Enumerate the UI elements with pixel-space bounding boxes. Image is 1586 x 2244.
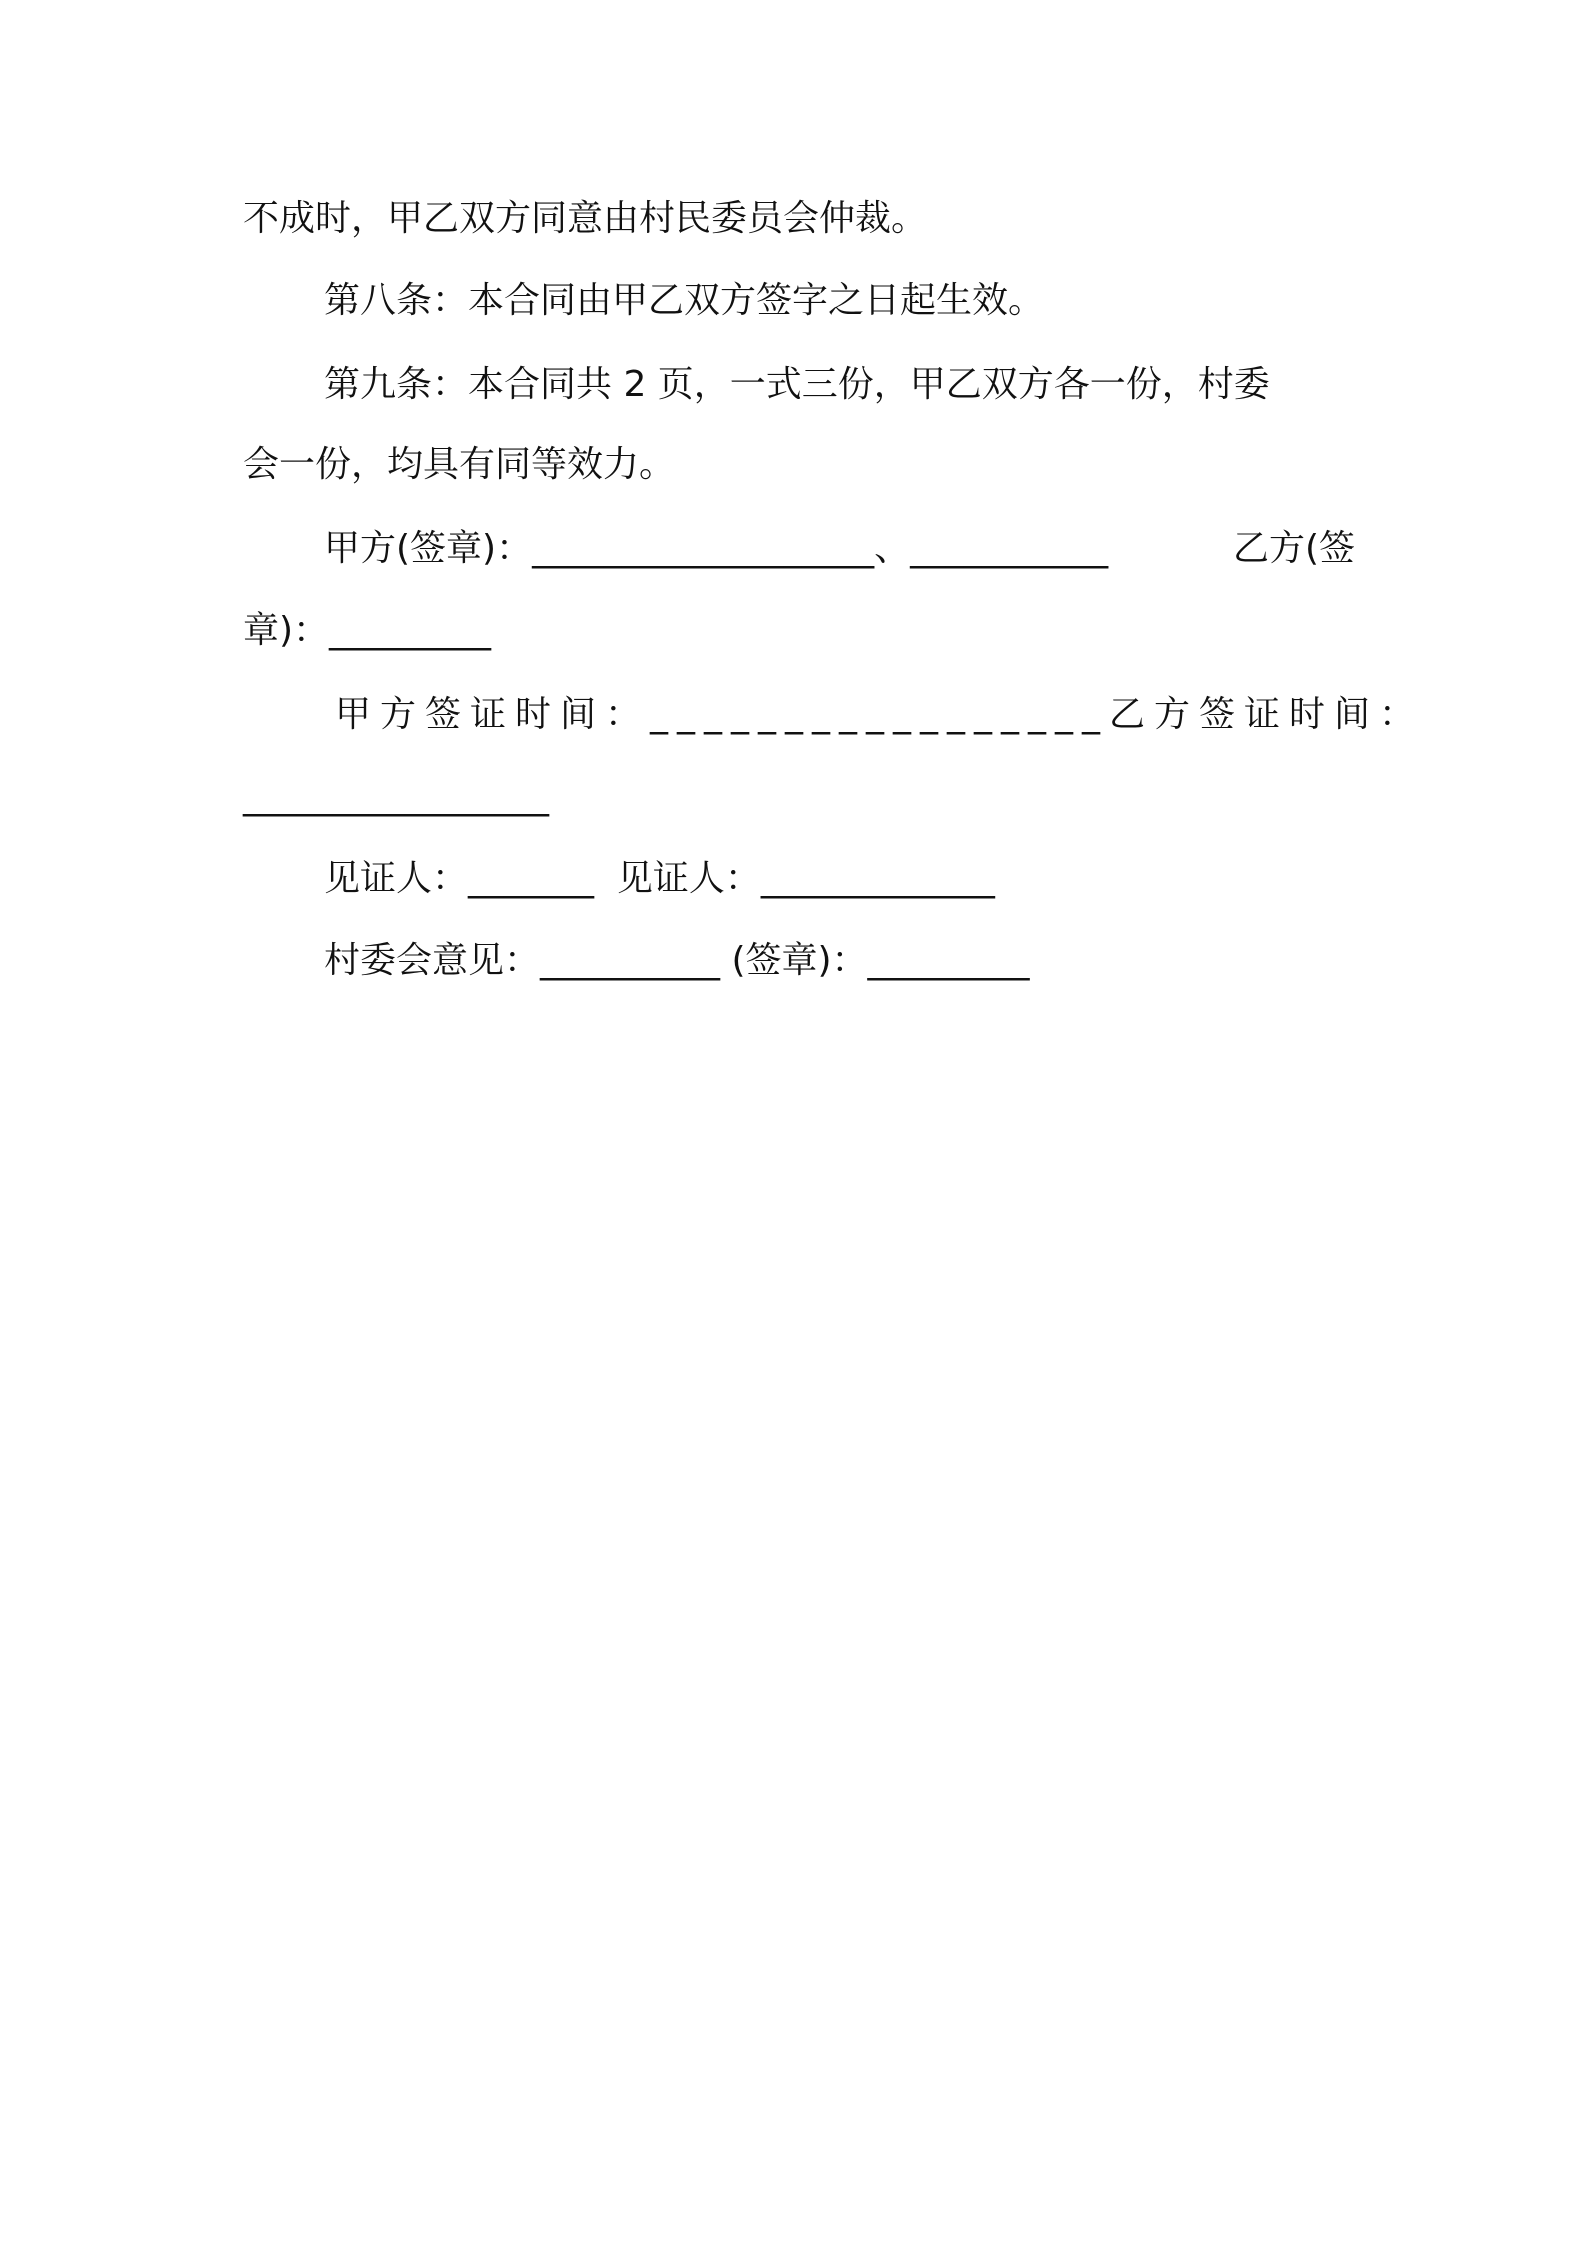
clause8: 第八条：本合同由甲乙双方签字之日起生效。 — [324, 280, 1045, 321]
party-a-date: 甲方签证时间：_________________ — [335, 694, 1110, 735]
party-b-signature-start: 乙方(签 — [1232, 528, 1355, 569]
party-b-date-blank: _________________ — [243, 776, 549, 817]
village-committee-line: 村委会意见：__________ (签章)：_________ — [324, 940, 1030, 981]
clause7-continuation: 不成时，甲乙双方同意由村民委员会仲裁。 — [243, 198, 928, 239]
signature-row — [243, 525, 1355, 573]
signing-date-row — [243, 691, 1425, 739]
clause9-line1: 第九条：本合同共 2 页，一式三份，甲乙双方各一份，村委 — [324, 364, 1270, 405]
party-b-date-label: 乙方签证时间： — [1109, 694, 1425, 735]
party-b-signature-end: 章)：_________ — [243, 610, 492, 651]
clause9-line2: 会一份，均具有同等效力。 — [243, 444, 676, 485]
party-a-signature: 甲方(签章)：___________________、___________ — [324, 528, 1109, 569]
witnesses-line: 见证人：_______ 见证人：_____________ — [324, 858, 995, 899]
